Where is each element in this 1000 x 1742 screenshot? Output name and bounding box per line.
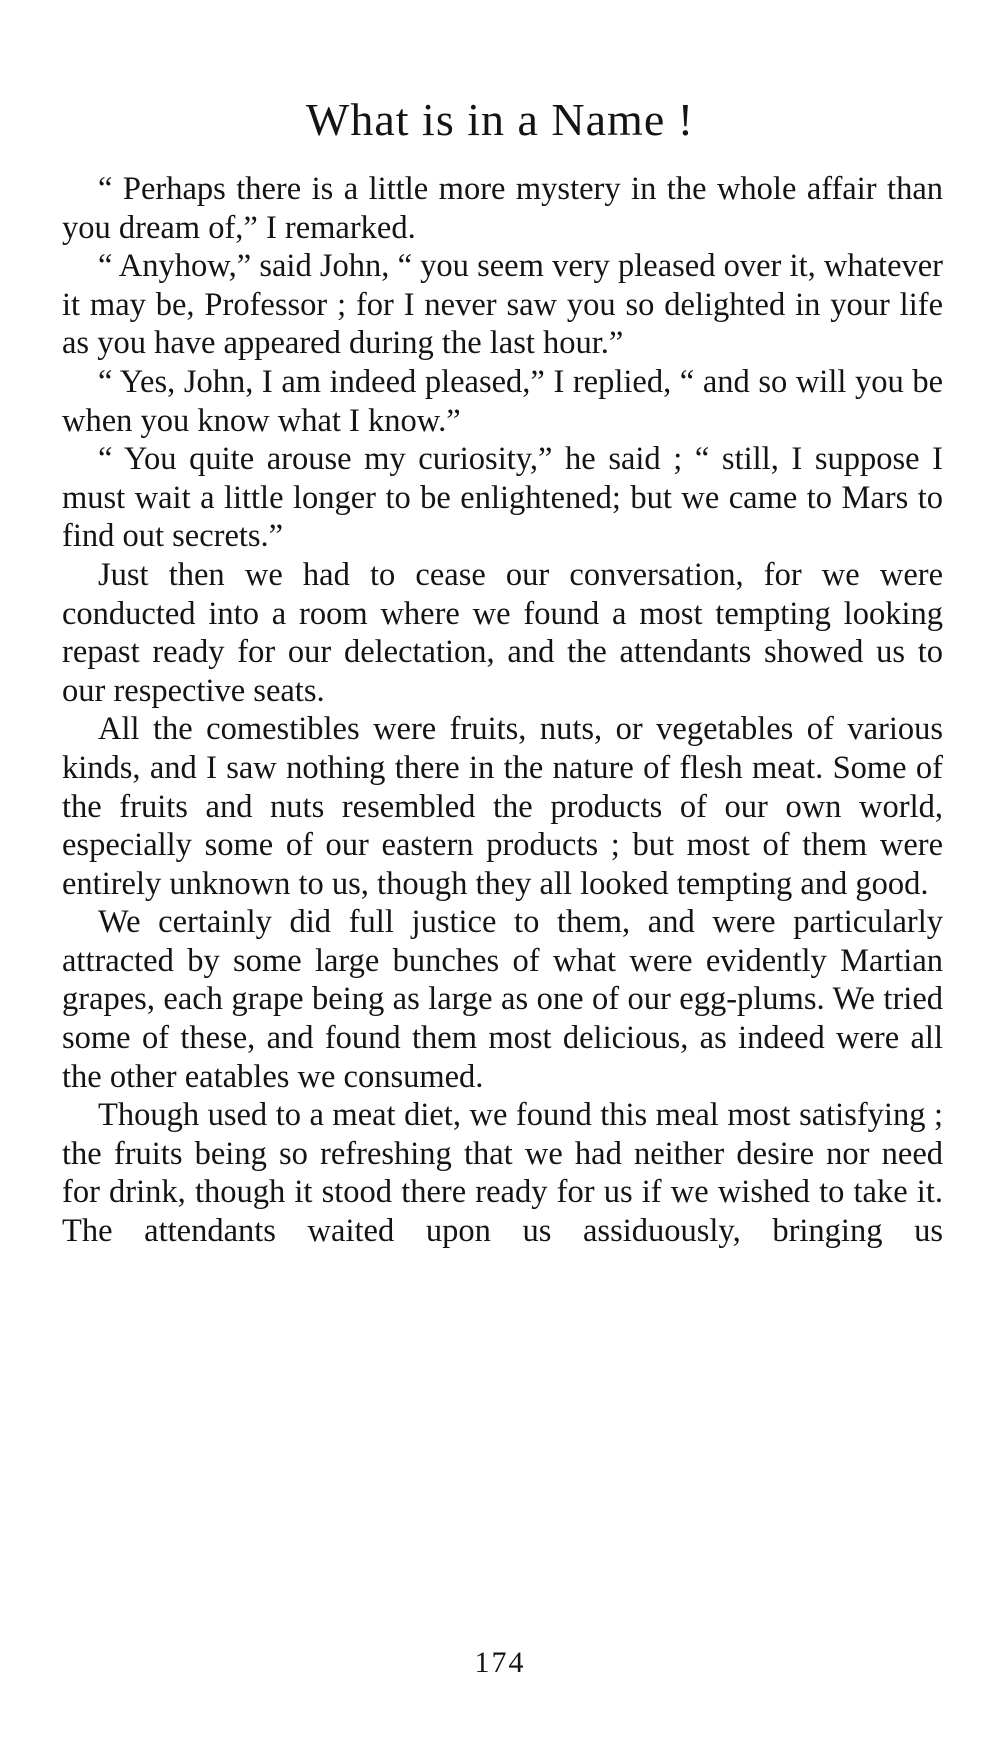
paragraph: “ Yes, John, I am indeed pleased,” I replied, “ and so will you be when you know what I know.” [62,363,943,439]
paragraph: Just then we had to cease our conversation, for we were conducted into a room where we found a most tempting looking repast ready for our delectation, and the attendants showed us to our respective seats. [62,556,943,709]
paragraph: “ You quite arouse my curiosity,” he said ; “ still, I suppose I must wait a little longer to be enlightened; but we came to Mars to find out secrets.” [62,441,943,555]
paragraph: “ Perhaps there is a little more mystery in the whole affair than you dream of,” I remarked. [62,171,943,246]
paragraph: “ Anyhow,” said John, “ you seem very pleased over it, whatever it may be, Professor ; for I never saw you so delighted in your life as you have appeared during the last hour.” [62,248,943,362]
paragraph: All the comestibles were fruits, nuts, or vegetables of various kinds, and I saw nothing there in the nature of flesh meat. Some of the fruits and nuts resembled the products of our own world, especially some of our eastern products ; but most of them were entirely unknown to us, though they all looked tempting and good. [62,711,943,902]
body-text [62,170,943,1251]
running-title: What is in a Name ! [305,94,695,145]
paragraph: We certainly did full justice to them, and were particularly attracted by some large bunches of what were evidently Martian grapes, each grape being as large as one of our egg-plums. We tried some of these, and found them most delicious, as indeed were all the other eatables we consumed. [62,904,943,1095]
page-number: 174 [474,1646,526,1679]
paragraph: Though used to a meat diet, we found this meal most satisfying ; the fruits being so refreshing that we had neither desire nor need for drink, though it stood there ready for us if we wished to take it. The attendants waited upon us assiduously, bringing us [62,1097,943,1250]
